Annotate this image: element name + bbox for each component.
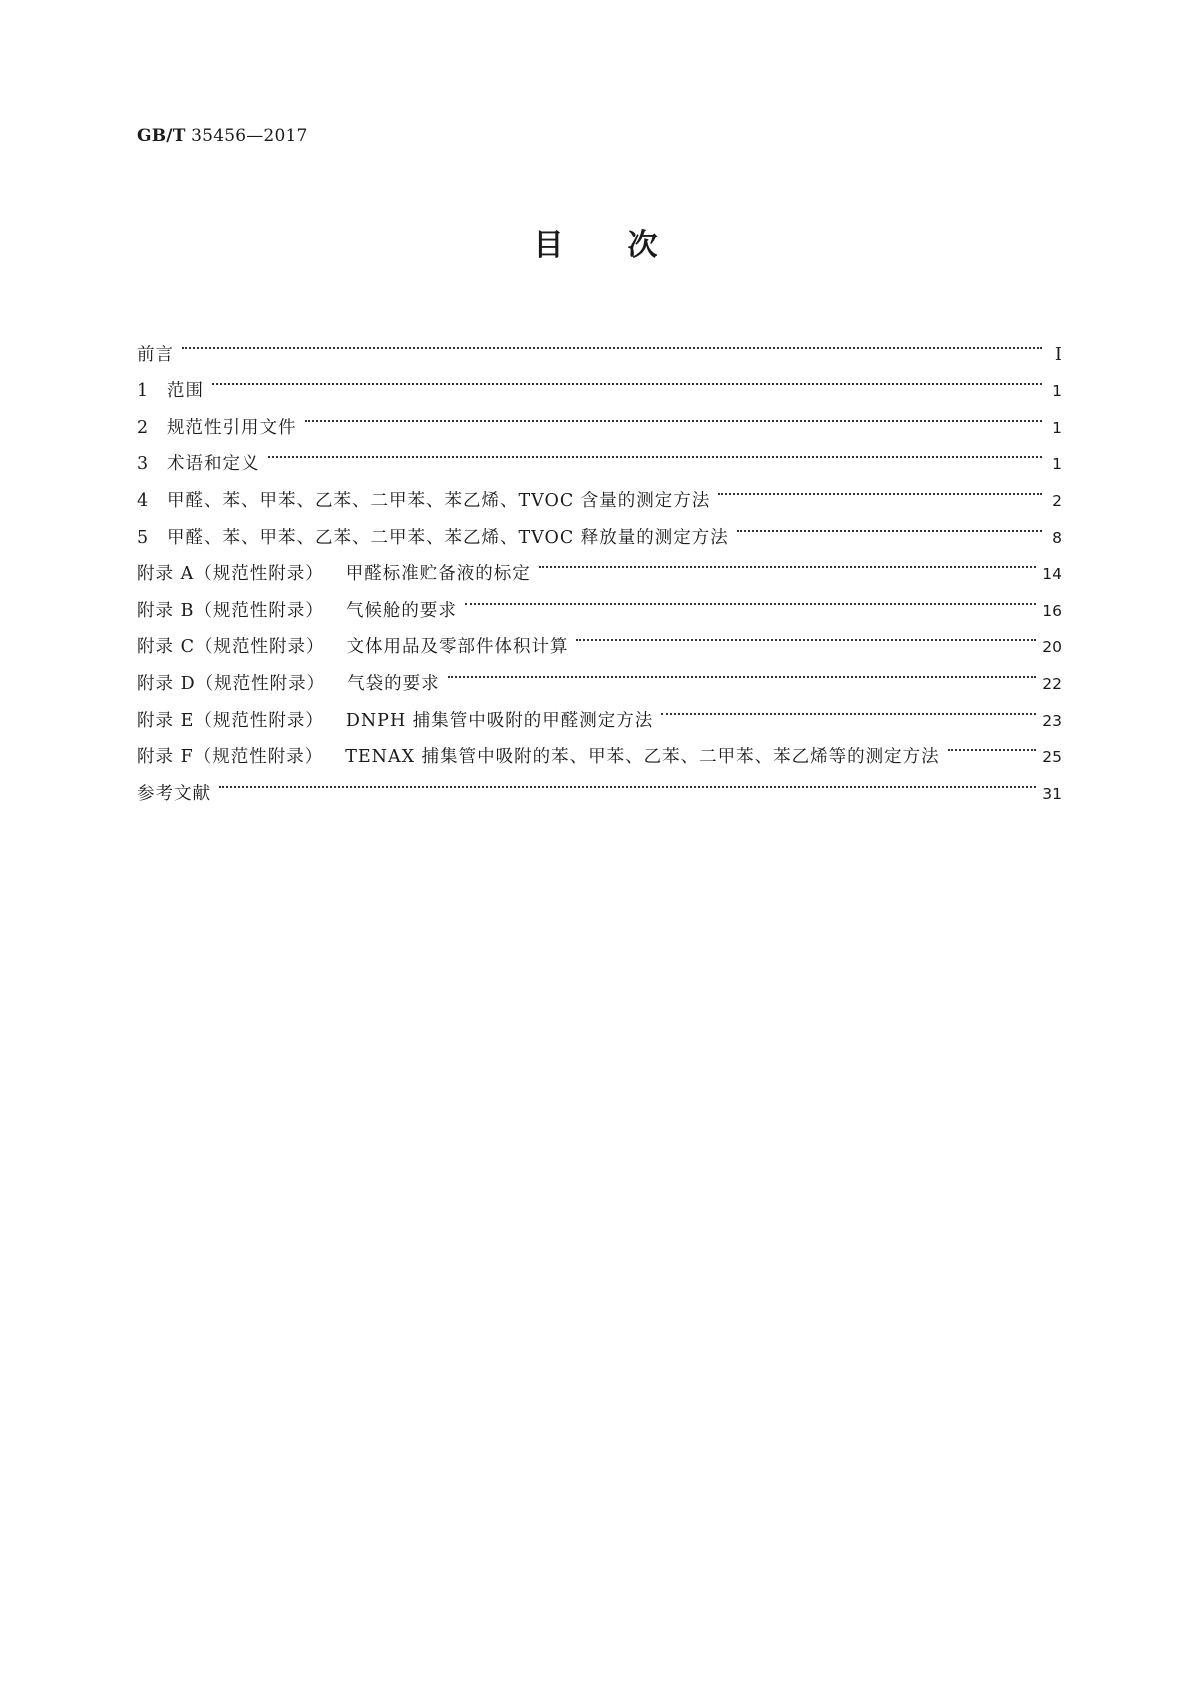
toc-entry-terms-definitions[interactable]	[137, 433, 1062, 475]
toc-entry-page: 25	[1042, 748, 1062, 767]
dot-leader	[305, 396, 1043, 433]
toc-entry-page: 16	[1042, 601, 1062, 620]
toc-appendix-prefix: 附录 A（规范性附录）	[137, 564, 324, 585]
dot-leader	[718, 469, 1042, 506]
toc-entry-page: 20	[1042, 638, 1062, 657]
toc-entry-bibliography[interactable]	[137, 762, 1062, 804]
toc-entry-content-method[interactable]	[137, 469, 1062, 511]
toc-entry-number: 2	[137, 417, 149, 438]
table-of-contents	[137, 323, 1062, 804]
toc-entry-scope[interactable]	[137, 360, 1062, 402]
toc-appendix-prefix: 附录 D（规范性附录）	[137, 673, 326, 694]
standard-prefix: GB/T	[137, 126, 186, 146]
dot-leader	[219, 762, 1036, 799]
toc-entry-page: Ⅰ	[1054, 343, 1062, 365]
dot-leader	[948, 726, 1037, 763]
toc-entry-normative-references[interactable]	[137, 396, 1062, 438]
dot-leader	[268, 433, 1043, 470]
toc-entry-number: 5	[137, 527, 149, 548]
dot-leader	[182, 323, 1042, 360]
dot-leader	[661, 689, 1036, 726]
dot-leader	[212, 360, 1042, 397]
toc-entry-page: 1	[1052, 382, 1062, 401]
toc-entry-foreword[interactable]	[137, 323, 1062, 365]
toc-appendix-prefix: 附录 B（规范性附录）	[137, 600, 324, 621]
toc-entry-page: 22	[1042, 674, 1062, 693]
toc-entry-label: 气袋的要求	[347, 673, 440, 694]
dot-leader	[465, 579, 1036, 616]
toc-entry-label: 文体用品及零部件体积计算	[346, 637, 569, 658]
toc-entry-label: 甲醛、苯、甲苯、乙苯、二甲苯、苯乙烯、TVOC 释放量的测定方法	[167, 527, 729, 548]
toc-entry-page: 8	[1052, 528, 1062, 547]
toc-entry-label: 甲醛标准贮备液的标定	[345, 564, 531, 585]
toc-entry-label: 前言	[137, 344, 174, 365]
toc-entry-label: 甲醛、苯、甲苯、乙苯、二甲苯、苯乙烯、TVOC 含量的测定方法	[167, 490, 711, 511]
toc-entry-page: 1	[1052, 455, 1062, 474]
toc-entry-page: 1	[1052, 418, 1062, 437]
toc-entry-number: 4	[137, 490, 149, 511]
standard-code	[137, 126, 308, 146]
toc-entry-label: TENAX 捕集管中吸附的苯、甲苯、乙苯、二甲苯、苯乙烯等的测定方法	[345, 747, 940, 768]
dot-leader	[737, 506, 1042, 543]
toc-entry-page: 31	[1042, 784, 1062, 803]
dot-leader	[448, 652, 1037, 689]
dot-leader	[576, 616, 1036, 653]
toc-entry-page: 23	[1042, 711, 1062, 730]
toc-entry-page: 2	[1052, 491, 1062, 510]
toc-entry-label: DNPH 捕集管中吸附的甲醛测定方法	[345, 710, 654, 731]
toc-entry-label: 术语和定义	[167, 454, 260, 475]
toc-entry-label: 参考文献	[137, 783, 211, 804]
toc-entry-label: 范围	[167, 381, 204, 402]
toc-appendix-prefix: 附录 F（规范性附录）	[137, 747, 324, 768]
toc-entry-number: 1	[137, 381, 149, 402]
dot-leader	[539, 543, 1037, 580]
toc-entry-label: 规范性引用文件	[167, 417, 297, 438]
page-title: 目次	[533, 228, 722, 263]
toc-appendix-prefix: 附录 E（规范性附录）	[137, 710, 324, 731]
toc-appendix-prefix: 附录 C（规范性附录）	[137, 637, 325, 658]
toc-entry-number: 3	[137, 454, 149, 475]
toc-entry-page: 14	[1042, 565, 1062, 584]
standard-number: 35456—2017	[191, 126, 308, 146]
toc-entry-label: 气候舱的要求	[345, 600, 457, 621]
